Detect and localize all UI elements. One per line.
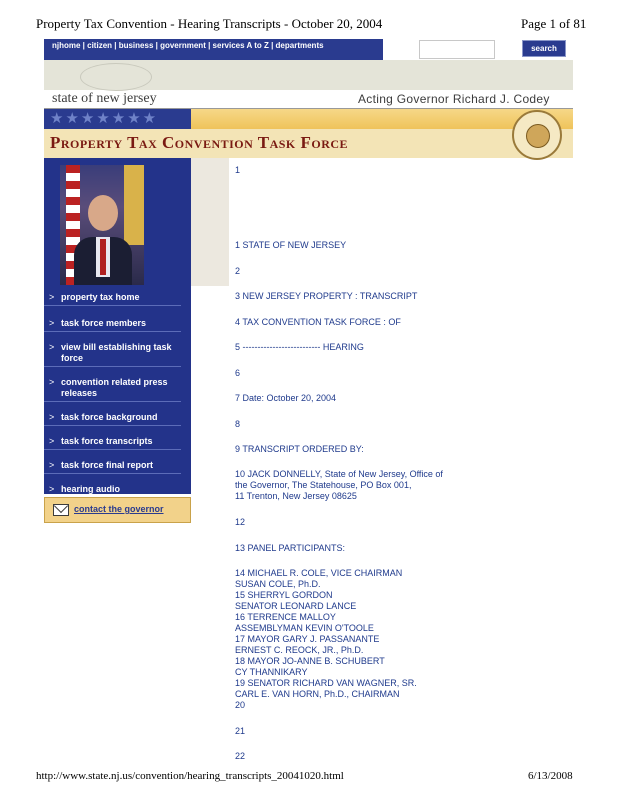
transcript-line: SUSAN COLE, Ph.D. [235, 579, 321, 589]
sidebar-item-property-tax-home[interactable]: > property tax home [44, 290, 181, 306]
transcript-line: 17 MAYOR GARY J. PASSANANTE [235, 634, 380, 644]
chevron-right-icon: > [49, 484, 55, 494]
transcript-line: SENATOR LEONARD LANCE [235, 601, 357, 611]
top-navigation-links[interactable]: njhome | citizen | business | government | services A to Z | departments [52, 41, 324, 50]
transcript-line: 4 TAX CONVENTION TASK FORCE : OF [235, 317, 401, 327]
transcript-line: ERNEST C. REOCK, JR., Ph.D. [235, 645, 364, 655]
transcript-line: 1 STATE OF NEW JERSEY [235, 240, 347, 250]
sidebar-item-background[interactable]: > task force background [44, 410, 181, 426]
transcript-line: the Governor, The Statehouse, PO Box 001, [235, 480, 412, 490]
transcript-line: ASSEMBLYMAN KEVIN O'TOOLE [235, 623, 374, 633]
sidebar-item-hearing-audio[interactable]: > hearing audio [44, 482, 181, 498]
print-header-page: Page 1 of 81 [521, 16, 587, 31]
search-input[interactable] [419, 40, 495, 59]
chevron-right-icon: > [49, 436, 55, 446]
transcript-line: 15 SHERRYL GORDON [235, 590, 333, 600]
sidebar-item-task-force-members[interactable]: > task force members [44, 316, 181, 332]
chevron-right-icon: > [49, 342, 55, 352]
transcript-line: 1 [235, 165, 241, 175]
transcript-line: CY THANNIKARY [235, 667, 308, 677]
page-title: Property Tax Convention Task Force [50, 133, 349, 152]
transcript-line: 20 [235, 700, 246, 710]
transcript-line: 14 MICHAEL R. COLE, VICE CHAIRMAN [235, 568, 403, 578]
top-navigation-bar[interactable] [44, 39, 383, 60]
faded-seal-graphic [80, 63, 152, 91]
stars-decoration: ★★★★★★★ [44, 109, 191, 129]
search-button[interactable]: search [522, 40, 566, 57]
contact-governor-button[interactable] [44, 497, 191, 523]
sidebar-item-transcripts[interactable]: > task force transcripts [44, 434, 181, 450]
governor-portrait [60, 165, 144, 285]
print-footer-date: 6/13/2008 [528, 770, 573, 782]
transcript-line: 13 PANEL PARTICIPANTS: [235, 543, 346, 553]
print-footer-url: http://www.state.nj.us/convention/hearing_transcripts_20041020.html [36, 770, 344, 782]
transcript-line: 16 TERRENCE MALLOY [235, 612, 336, 622]
transcript-line: 10 JACK DONNELLY, State of New Jersey, Office of [235, 469, 443, 479]
chevron-right-icon: > [49, 292, 55, 302]
transcript-line: 18 MAYOR JO-ANNE B. SCHUBERT [235, 656, 385, 666]
sidebar-nav [44, 290, 191, 498]
transcript-line: 22 [235, 751, 246, 761]
transcript-line: 12 [235, 517, 246, 527]
contact-governor-link[interactable]: contact the governor [74, 504, 164, 514]
sidebar-item-press-releases[interactable]: > convention related press releases [44, 375, 181, 402]
chevron-right-icon: > [49, 460, 55, 470]
transcript-line: 8 [235, 419, 241, 429]
transcript-line: 5 -------------------------- HEARING [235, 342, 364, 352]
sidebar-item-final-report[interactable]: > task force final report [44, 458, 181, 474]
envelope-icon [53, 504, 69, 516]
chevron-right-icon: > [49, 318, 55, 328]
transcript-line: 3 NEW JERSEY PROPERTY : TRANSCRIPT [235, 291, 418, 301]
transcript-line: 9 TRANSCRIPT ORDERED BY: [235, 444, 364, 454]
print-header-title: Property Tax Convention - Hearing Transcripts - October 20, 2004 [36, 16, 383, 31]
transcript-line: 2 [235, 266, 241, 276]
chevron-right-icon: > [49, 377, 55, 387]
state-seal-icon [512, 110, 562, 160]
transcript-line: 19 SENATOR RICHARD VAN WAGNER, SR. [235, 678, 417, 688]
transcript-line: 7 Date: October 20, 2004 [235, 393, 337, 403]
transcript-line: 21 [235, 726, 246, 736]
sidebar-item-view-bill[interactable]: > view bill establishing task force [44, 340, 181, 367]
sidebar-shade [191, 158, 229, 286]
transcript-line: CARL E. VAN HORN, Ph.D., CHAIRMAN [235, 689, 400, 699]
governor-name: Acting Governor Richard J. Codey [358, 92, 550, 106]
chevron-right-icon: > [49, 412, 55, 422]
transcript-line: 11 Trenton, New Jersey 08625 [235, 491, 357, 501]
state-name[interactable]: state of new jersey [52, 91, 157, 106]
transcript-line: 6 [235, 368, 241, 378]
